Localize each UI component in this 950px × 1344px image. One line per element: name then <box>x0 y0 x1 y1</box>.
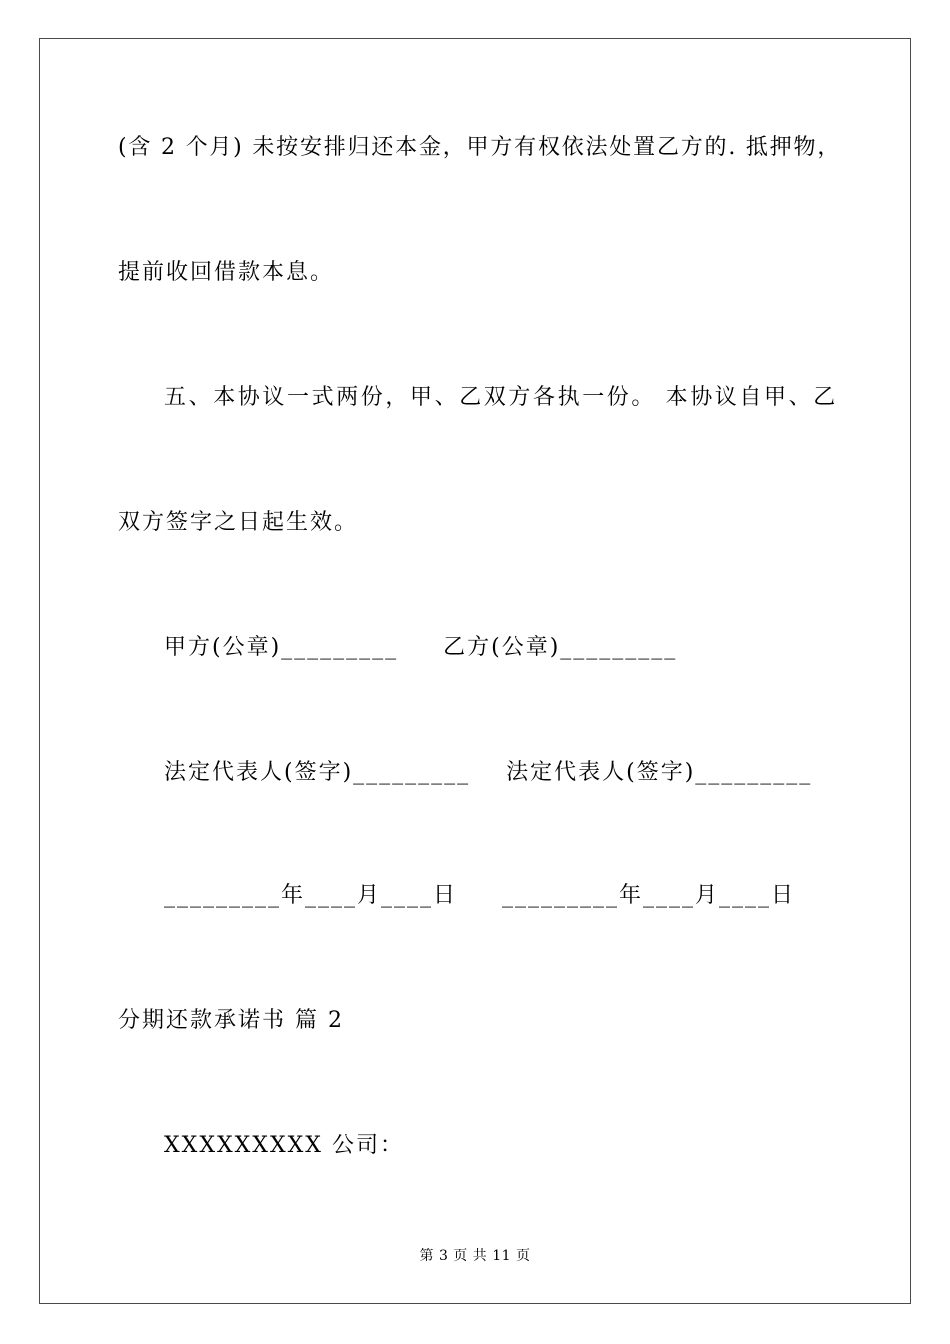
legal-representative-line: 法定代表人(签字)_________ 法定代表人(签字)_________ <box>164 760 813 785</box>
body-text-line: 双方签字之日起生效。 <box>118 510 359 535</box>
page-number-footer: 第 3 页 共 11 页 <box>419 1248 531 1264</box>
date-line: _________年____月____日 _________年____月____日 <box>164 883 795 908</box>
clause-five-text: 五、本协议一式两份，甲、乙双方各执一份。 本协议自甲、乙 <box>164 385 838 410</box>
body-text-line: (含 2 个月) 未按安排归还本金，甲方有权依法处置乙方的. 抵押物， <box>118 135 842 160</box>
addressee-line: XXXXXXXXX 公司： <box>164 1133 404 1158</box>
body-text-line: 提前收回借款本息。 <box>118 260 335 285</box>
page-frame <box>39 38 911 1304</box>
company-seal-line: 甲方(公章)_________ 乙方(公章)_________ <box>164 635 678 660</box>
section-heading: 分期还款承诺书 篇 2 <box>118 1008 344 1033</box>
